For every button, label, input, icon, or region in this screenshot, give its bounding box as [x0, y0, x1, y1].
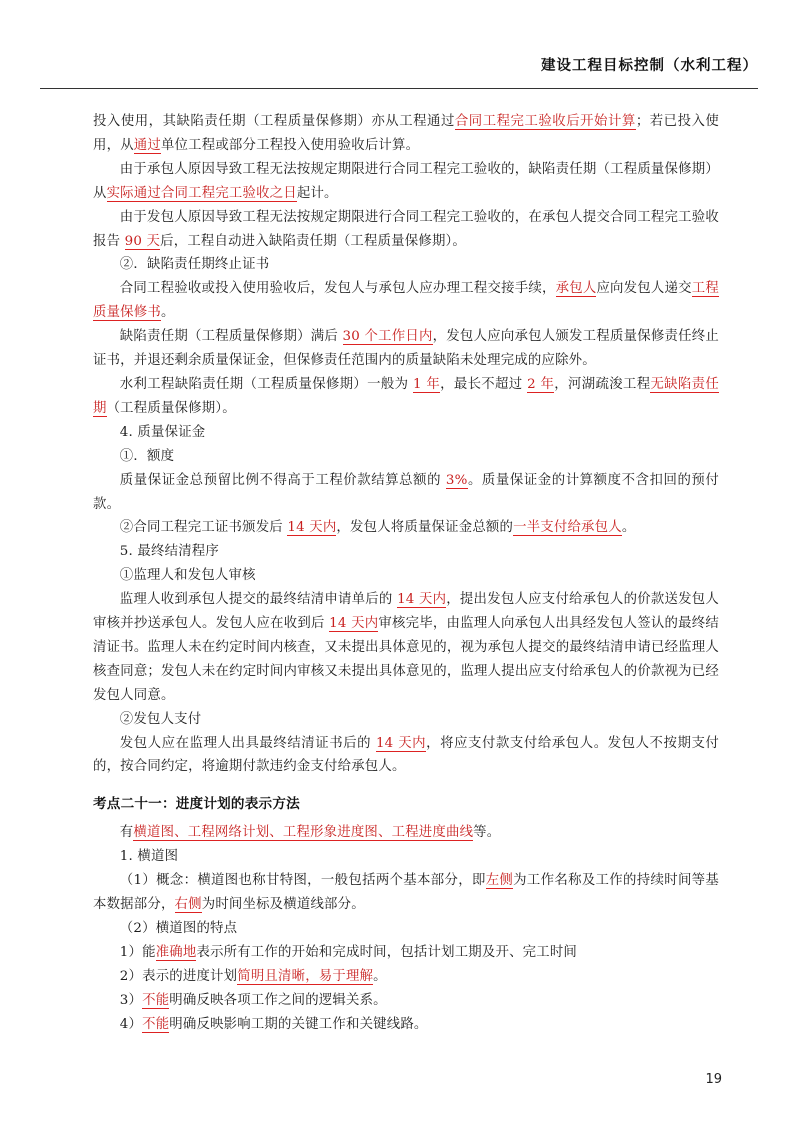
highlighted-text: 90 天: [124, 233, 161, 249]
list-item: [93, 845, 719, 869]
text-run: 监理人收到承包人提交的最终结清申请单后的: [119, 592, 398, 608]
list-item: [93, 564, 719, 588]
list-item: [93, 253, 719, 277]
text-run: （1）概念：横道图也称甘特图，一般包括两个基本部分，即: [119, 873, 486, 889]
highlighted-text: 一半支付给承包人: [513, 520, 622, 536]
text-run: ，河湖疏浚工程: [554, 376, 651, 392]
text-run: 有: [119, 825, 134, 841]
header-title: 建设工程目标控制（水利工程）: [541, 58, 758, 74]
text-run: 1. 横道图: [119, 849, 179, 865]
highlighted-text: 14 天内: [329, 616, 379, 632]
page-number: 19: [705, 1072, 722, 1087]
paragraph: [93, 732, 719, 780]
highlighted-text: 30 个工作日内: [342, 329, 433, 345]
text-run: 1）能: [119, 944, 156, 960]
highlighted-text: 14 天内: [397, 592, 447, 608]
text-run: 由于承包人原因导致工程无法按规定期限进行合同工程完工验收的，缺陷责任期（工程质量保修期）从: [93, 161, 719, 201]
text-run: 审核完毕，由监理人向承包人出具经发包人签认的最终结清证书。监理人未在约定时间内核查，又未提出具体意见的，视为承包人提交的最终结清申请已经监理人核查同意；发包人未在约定时间内审核又未提出具体意见的，监理人提出应支付给承包人的价款视为已经发包人同意。: [93, 616, 720, 703]
text-run: ①．额度: [119, 448, 175, 464]
text-run: 。: [373, 968, 387, 984]
text-run: 为工作名称及工作的持续时间等基本数据部分，: [93, 873, 719, 912]
highlighted-text: 实际通过合同工程完工验收之日: [106, 185, 297, 201]
text-run: 2）表示的进度计划: [119, 968, 238, 984]
text-run: ②合同工程完工证书颁发后: [119, 520, 288, 536]
text-run: 。质量保证金的计算额度不含扣回的预付款。: [93, 472, 719, 512]
text-run: 应向发包人递交: [596, 281, 692, 297]
paragraph: [93, 325, 719, 373]
paragraph: [93, 516, 719, 540]
paragraph: [93, 277, 719, 325]
text-run: 质量保证金总预留比例不得高于工程价款结算总额的: [119, 472, 446, 488]
paragraph: [93, 373, 719, 421]
highlighted-text: 横道图、工程网络计划、工程形象进度图、工程进度曲线: [133, 825, 474, 841]
text-run: 单位工程或部分工程投入使用验收后计算。: [160, 137, 420, 153]
text-run: 5. 最终结清程序: [119, 544, 219, 560]
text-run: 起计。: [296, 185, 338, 201]
highlighted-text: 1 年: [413, 376, 441, 392]
text-run: ②．缺陷责任期终止证书: [119, 257, 270, 273]
paragraph: [93, 821, 719, 845]
text-run: 表示所有工作的开始和完成时间，包括计划工期及开、完工时间: [196, 944, 578, 960]
highlighted-text: 3%: [445, 472, 468, 488]
text-run: ①监理人和发包人审核: [119, 568, 256, 584]
highlighted-text: 14 天内: [287, 520, 337, 536]
text-run: （工程质量保修期）。: [106, 400, 236, 416]
text-run: ，发包人应向承包人颁发工程质量保修责任终止证书，并退还剩余质量保证金，但保修责任范围内的质量缺陷未处理完成的应除外。: [93, 329, 720, 369]
highlighted-text: 通过: [133, 137, 161, 153]
highlighted-text: 左侧: [485, 873, 514, 889]
paragraph: [93, 588, 719, 708]
text-run: 明确反映各项工作之间的逻辑关系。: [169, 992, 387, 1008]
text-run: 水利工程缺陷责任期（工程质量保修期）一般为: [119, 376, 413, 392]
body-text: [93, 110, 719, 1036]
text-run: 后，工程自动进入缺陷责任期（工程质量保修期）。: [160, 233, 467, 249]
text-run: 发包人应在监理人出具最终结清证书后的: [119, 735, 376, 751]
highlighted-text: 14 天内: [375, 735, 427, 751]
text-run: 从: [120, 137, 134, 153]
text-run: 。: [160, 305, 175, 321]
highlighted-text: 无缺陷责任期: [93, 376, 719, 416]
highlighted-text: 2 年: [527, 376, 555, 392]
text-run: 3）: [119, 992, 143, 1008]
text-run: ，提出发包人应支付给承包人的价款送发包人审核并抄送承包人。发包人应在收到后: [93, 592, 719, 632]
section-heading: [93, 793, 719, 817]
list-item: [93, 421, 719, 445]
highlighted-text: 简明且清晰，易于理解: [237, 968, 374, 984]
text-run: 。: [621, 520, 636, 536]
highlighted-text: 不能: [142, 992, 170, 1008]
paragraph: [93, 110, 719, 158]
highlighted-text: 不能: [142, 1016, 170, 1032]
paragraph: [93, 869, 719, 917]
list-item: [93, 965, 719, 989]
highlighted-text: 合同工程完工验收后开始计算: [454, 114, 636, 129]
highlighted-text: 承包人: [555, 281, 597, 297]
text-run: ，发包人将质量保证金总额的: [336, 520, 514, 536]
text-run: 合同工程验收或投入使用验收后，发包人与承包人应办理工程交接手续，: [119, 281, 556, 297]
highlighted-text: 右侧: [174, 897, 202, 912]
text-run: （2）横道图的特点: [119, 920, 238, 936]
text-run: 投入使用，其缺陷责任期（工程质量保修期）亦从工程通过: [93, 114, 455, 129]
text-run: ②发包人支付: [119, 711, 202, 727]
text-run: ；若已投入使用，: [93, 114, 719, 153]
highlighted-text: 工程质量保修书: [93, 281, 719, 321]
text-run: 明确反映影响工期的关键工作和关键线路。: [169, 1016, 428, 1032]
text-run: 由于发包人原因导致工程无法按规定期限进行合同工程完工验收的，在承包人提交合同工程完工验收报告: [93, 209, 719, 249]
text-run: 缺陷责任期（工程质量保修期）满后: [119, 329, 343, 345]
paragraph: [93, 158, 719, 206]
text-run: ，将应支付款支付给承包人。发包人不按期支付的，按合同约定，将逾期付款违约金支付给承包人。: [93, 735, 719, 775]
text-run: 等。: [473, 825, 501, 841]
text-run: 考点二十一：进度计划的表示方法: [93, 796, 300, 813]
text-run: 4. 质量保证金: [119, 424, 206, 440]
paragraph: [93, 469, 719, 517]
text-run: ，最长不超过: [440, 376, 528, 392]
text-run: 4）: [119, 1016, 143, 1032]
list-item: [93, 917, 719, 941]
page-header: [40, 44, 758, 89]
list-item: [93, 941, 719, 965]
paragraph: [93, 206, 719, 254]
list-item: [93, 540, 719, 564]
list-item: [93, 708, 719, 732]
list-item: [93, 989, 719, 1013]
text-run: 为时间坐标及横道线部分。: [201, 897, 365, 912]
highlighted-text: 准确地: [155, 944, 197, 960]
list-item: [93, 1013, 719, 1037]
list-item: [93, 445, 719, 469]
